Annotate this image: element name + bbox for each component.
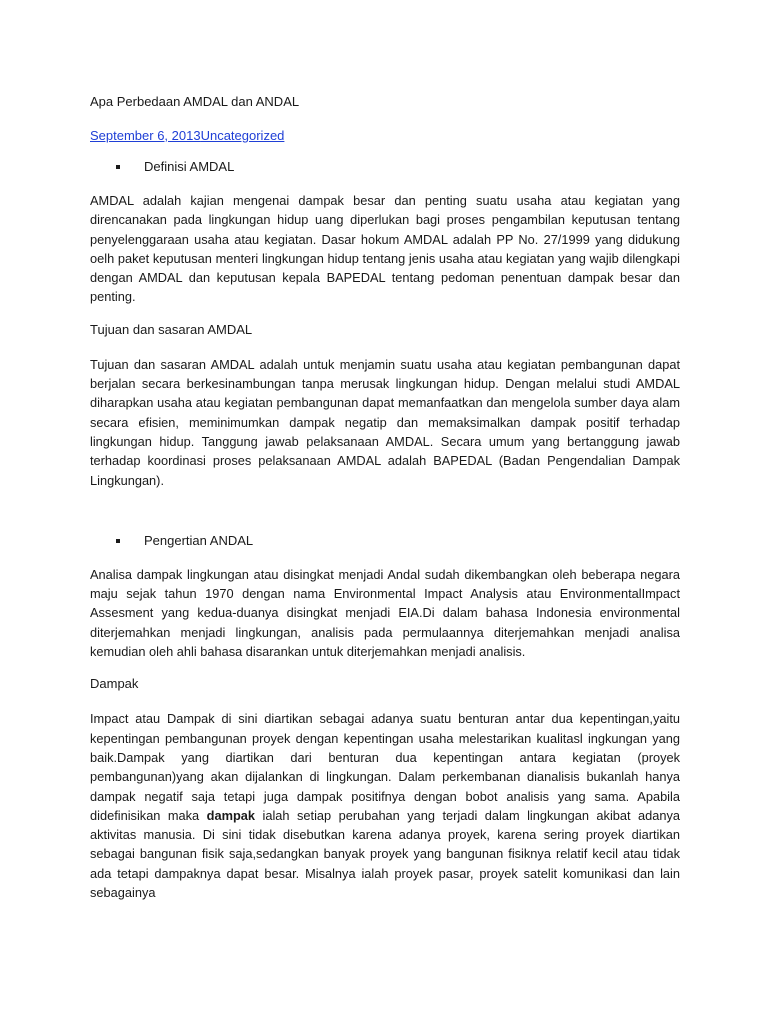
post-category-link[interactable]: Uncategorized	[200, 128, 285, 143]
section-heading-definisi	[90, 158, 680, 176]
paragraph-dampak	[90, 709, 680, 902]
paragraph-pengertian: Analisa dampak lingkungan atau disingkat menjadi Andal sudah dikembangkan oleh beberapa negara maju sejak tahun 1970 dengan nama Environmental Impact Analysis atau EnvironmentalImpact Assesment yang kedua-duanya disingkat menjadi EIA.Di dalam bahasa Indonesia environmental diterjemahkan menjadi lingkungan, analisis pada permulaannya diterjemahkan menjadi analisa kemudian oleh ahli bahasa disarankan untuk diterjemahkan menjadi analisis.	[90, 566, 680, 660]
paragraph-text: Impact atau Dampak di sini diartikan sebagai adanya suatu benturan antar dua kepentingan,yaitu kepentingan pembangunan proyek dengan kepentingan usaha melestarikan kualitasl ingkungan yang baik.Dampak yang diartikan dari benturan dua kepentingan antara kegiatan (proyek pembangunan)yang akan dijalankan di lingkungan. Dalam perkembanan dianalisis bukanlah hanya dampak negatif saja tetapi juga dampak positifnya dengan bobot analisis yang sama. Apabila didefinisikan maka	[90, 711, 680, 823]
bullet-icon	[116, 539, 120, 543]
section-heading-tujuan: Tujuan dan sasaran AMDAL	[90, 321, 253, 337]
document-title: Apa Perbedaan AMDAL dan ANDAL	[90, 94, 300, 109]
paragraph-definisi: AMDAL adalah kajian mengenai dampak besar dan penting suatu usaha atau kegiatan yang direncanakan pada lingkungan hidup uang diperlukan bagi proses pengambilan keputusan tentang penyelenggaraan usaha atau kegiatan. Dasar hokum AMDAL adalah PP No. 27/1999 yang didukung oelh paket keputusan menteri lingkungan hidup tentang jenis usaha atau kegiatan yang wajib dilengkapi dengan AMDAL dan keputusan kepala BAPEDAL tentang pedoman penentuan dampak besar dan penting.	[90, 193, 680, 305]
paragraph-text: ialah setiap perubahan yang terjadi dalam lingkungan akibat adanya aktivitas manusia. Di sini tidak disebutkan karena adanya proyek, karena sering proyek diartikan sebagai bangunan fisik saja,sedangkan banyak proyek yang bangunan fisiknya relatif kecil atau tidak ada tetapi dampaknya dapat besar. Misalnya ialah proyek pasar, proyek satelit komunikasi dan lain sebagainya	[90, 807, 681, 901]
section-heading-label: Definisi AMDAL	[144, 159, 235, 174]
section-heading-pengertian	[90, 532, 680, 550]
emphasized-term: dampak	[206, 807, 256, 823]
bullet-icon	[116, 165, 120, 169]
post-date-link[interactable]: September 6, 2013	[90, 128, 201, 143]
section-heading-label: Pengertian ANDAL	[144, 532, 254, 548]
post-meta	[90, 127, 680, 145]
section-heading-dampak: Dampak	[90, 676, 139, 692]
paragraph-tujuan: Tujuan dan sasaran AMDAL adalah untuk menjamin suatu usaha atau kegiatan pembangunan dapat berjalan secara berkesinambungan tanpa merusak lingkungan hidup. Dengan melalui studi AMDAL diharapkan usaha atau kegiatan pembangunan dapat memanfaatkan dan mengelola sumber daya alam secara efisien, meminimumkan dampak negatip dan memaksimalkan dampak positif terhadap lingkungan hidup. Tanggung jawab pelaksanaan AMDAL. Secara umum yang bertanggung jawab terhadap koordinasi proses pelaksanaan AMDAL adalah BAPEDAL (Badan Pengendalian Dampak Lingkungan).	[90, 356, 680, 488]
